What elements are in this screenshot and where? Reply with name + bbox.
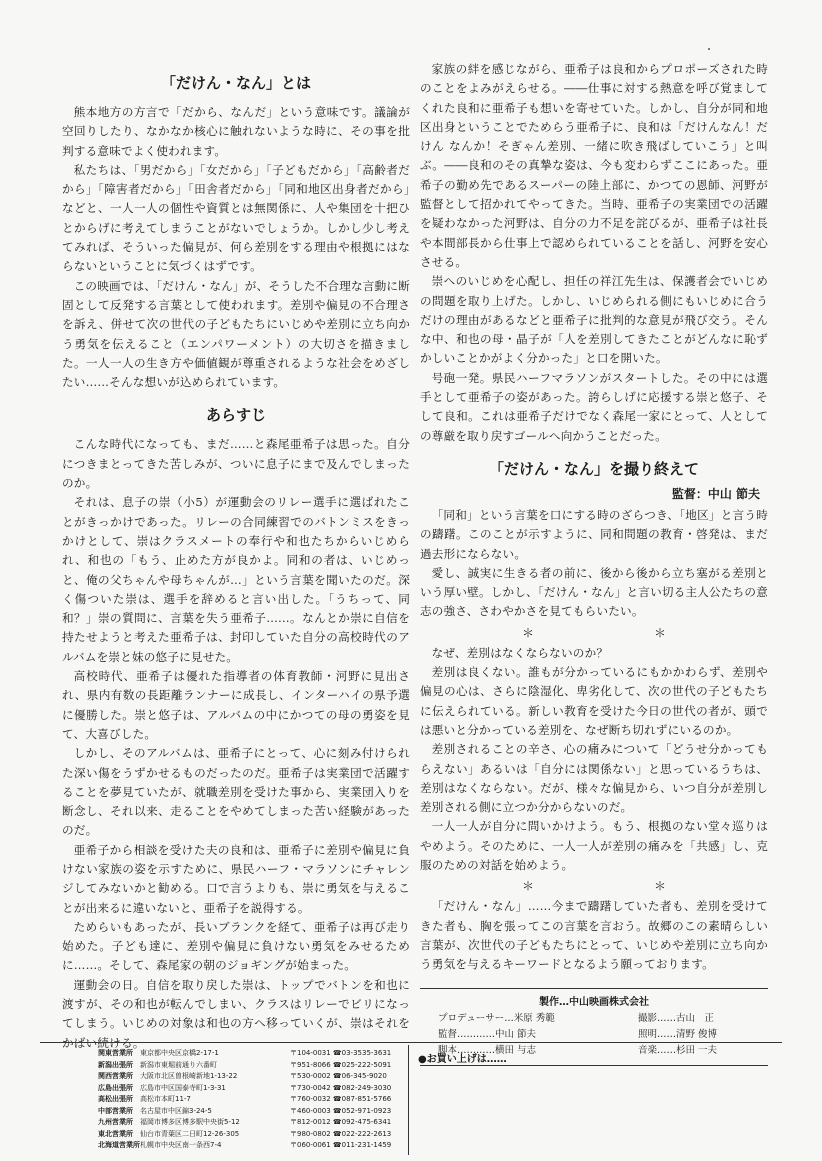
section-separator	[420, 877, 768, 895]
paragraph: 「同和」という言葉を口にする時のざらつき、「地区」と言う時の躊躇。このことが示すように、同和問題の教育・啓発は、まだ過去形にならない。	[420, 507, 768, 561]
paragraph: こんな時代になっても、まだ……と森尾亜希子は思った。自分につきまとってきた苦しみが、ついに息子にまで及んでしまったのか。	[62, 437, 410, 491]
office-phone: 〒730-0042 ☎082-249-3030	[290, 1083, 392, 1092]
purchase-location-label: ●お買い上げは……	[418, 1054, 507, 1065]
paragraph: それは、息子の崇（小5）が運動会のリレー選手に選ばれたことがきっかけであった。リレーの合同練習でのバトンミスをきっかけとして、崇はクラスメートの奉行や和也たちからいじめられ、和也の「もう、止めた方が良かよ。同和の者は、いじめっと、俺の父ちゃんや母ちゃんが…」という言葉を聞いたのだ。深く傷ついた崇は、選手を辞めると言い出した。「うちって、同和？」崇の質問に、言葉を失う亜希子……。なんとか崇に自信を持たせようと考えた亜希子は、封印していた自分の高校時代のアルバムを崇と妹の悠子に見せた。	[62, 495, 410, 664]
office-address: 広島市中区国泰寺町1-3-31	[140, 1083, 226, 1092]
paragraph: 家族の絆を感じながら、亜希子は良和からプロポーズされた時のことをよみがえらせる。――仕事に対する熱意を呼び覚ましてくれた良和に亜希子も想いを寄せていた。しかし、自分が同和地区出身ということでためらう亜希子に、良和は「だけんなん！だけん なんか！そぎゃん差別、一緒に吹き飛ばしていこう」と叫ぶ。――良和のその真摯な姿は、今も変わらずここにあった。亜希子の勤め先であるスーパーの陸上部に、かつての恩師、河野が監督として招かれてやってきた。当時、亜希子の実業団での活躍を疑わなかった河野は、自分の力不足を詫びるが、亜希子は社長や本間部長から仕事上で認められていることを話し、河野を安心させる。	[420, 62, 768, 269]
asterisk: ＊	[654, 879, 667, 894]
paragraph: 熊本地方の方言で「だから、なんだ」という意味です。議論が空回りしたり、なかなか核心に触れないような時に、その事を批判する意味でよく使われます。	[62, 105, 410, 158]
office-phone: 〒951-8066 ☎025-222-5091	[290, 1060, 392, 1069]
paragraph: 差別されることの辛さ、心の痛みについて「どうせ分かってもらえない」あるいは「自分には関係ない」と思っているうちは、差別はなくならない。だが、様々な偏見から、いつ自分が差別し差別される側に立つか分からないのだ。	[420, 742, 768, 815]
paragraph: 高校時代、亜希子は優れた指導者の体育教師・河野に見出され、県内有数の長距離ランナーに成長し、インターハイの県予選に優勝した。崇と悠子は、アルバムの中にかつての母の勇姿を見て、大喜びした。	[62, 669, 410, 741]
section-heading-afterword: 「だけん・なん」を撮り終えて	[488, 459, 699, 478]
office-address: 札幌市中央区南一条西7-4	[140, 1141, 222, 1149]
credit-entry: 監督…………中山 節夫	[438, 1029, 537, 1040]
office-row	[98, 1129, 398, 1141]
credit-entry: プロデューサー…米原 秀範	[438, 1013, 555, 1024]
office-address: 大阪市北区曽根崎新地1-13-22	[140, 1072, 238, 1080]
office-name: 高松出張所	[98, 1095, 133, 1103]
office-address: 仙台市青葉区二日町12-26-305	[140, 1129, 240, 1138]
office-name: 関西営業所	[98, 1072, 133, 1080]
footer-divider	[40, 1042, 782, 1043]
asterisk: ＊	[654, 625, 667, 640]
office-address: 東京都中央区京橋2-17-1	[140, 1049, 219, 1057]
office-row	[98, 1083, 398, 1095]
section-heading-synopsis: あらすじ	[205, 406, 266, 425]
office-name: 北海道営業所	[98, 1141, 140, 1149]
section-heading-meaning: 「だけん・なん」とは	[160, 74, 311, 92]
paragraph: 私たちは、「男だから」「女だから」「子どもだから」「高齢者だから」「障害者だから」「田舎者だから」「同和地区出身者だから」などと、一人一人の個性や資質とは無関係に、人や集団を十把ひとからげに考えてしまうことがないでしょうか。しかし少し考えてみれば、そういった偏見が、何ら差別をする理由や根拠にはならないということに気づくはずです。	[62, 162, 410, 274]
office-phone: 〒812-0012 ☎092-475-6341	[290, 1118, 392, 1126]
asterisk: ＊	[521, 625, 534, 640]
office-phone: 〒460-0003 ☎052-971-0923	[290, 1106, 392, 1115]
paragraph: 号砲一発。県民ハーフマラソンがスタートした。その中には選手として亜希子の姿があった。誇らしげに応援する崇と悠子、そして良和。これは亜希子だけでなく森尾一家にとって、人としての尊厳を取り戻すゴールへ向かうことだった。	[420, 370, 768, 443]
credits-title: 製作…中山映画株式会社	[539, 997, 649, 1008]
office-row	[98, 1117, 398, 1129]
office-phone: 〒104-0031 ☎03-3535-3631	[290, 1049, 392, 1057]
office-address: 名古屋市中区錦3-24-5	[140, 1106, 212, 1115]
footer-vertical-divider	[408, 1045, 409, 1155]
paragraph: なぜ、差別はなくならないのか？	[431, 645, 609, 660]
right-column	[420, 60, 768, 974]
office-name: 中部営業所	[98, 1106, 133, 1115]
office-row	[98, 1140, 398, 1152]
office-phone: 〒530-0002 ☎06-345-9020	[290, 1072, 387, 1080]
credit-entry: 撮影……古山 正	[638, 1013, 715, 1024]
credit-entry: 音楽……杉田 一夫	[638, 1045, 718, 1056]
office-row	[98, 1094, 398, 1106]
credit-entry: 照明……清野 俊博	[638, 1029, 718, 1040]
credit-entry: 脚本…………横田 与志	[438, 1045, 537, 1056]
office-address: 福岡市博多区博多駅中央街5-12	[140, 1118, 240, 1126]
office-row	[98, 1048, 398, 1060]
section-separator	[420, 624, 768, 642]
stray-dot	[708, 48, 710, 50]
office-name: 東北営業所	[98, 1129, 133, 1138]
office-row	[98, 1071, 398, 1083]
asterisk: ＊	[521, 879, 534, 894]
credit-row	[420, 1011, 768, 1027]
office-phone: 〒060-0061 ☎011-231-1459	[290, 1141, 392, 1149]
office-row	[98, 1106, 398, 1118]
paragraph: 差別は良くない。誰もが分かっているにもかかわらず、差別や偏見の心は、さらに陰湿化、卑劣化して、次の世代の子どもたちに伝えられている。新しい教育を受けた今日の世代の者が、頭では悪いと分かっている差別を、なぜ断ち切れずにいるのか。	[420, 665, 768, 737]
paragraph: この映画では、「だけん・なん」が、そうした不合理な言動に断固として反発する言葉として使われます。差別や偏見の不合理さを訴え、併せて次の世代の子どもたちにいじめや差別に立ち向かう勇気を伝えること（エンパワーメント）の大切さを描きました。一人一人の生き方や価値観が尊重されるような社会をめざしたい……そんな想いが込められています。	[62, 278, 410, 390]
office-address: 高松市本町11-7	[140, 1095, 191, 1103]
paragraph: 崇へのいじめを心配し、担任の祥江先生は、保護者会でいじめの問題を取り上げた。しかし、いじめられる側にもいじめに合うだけの理由があるなどと亜希子に批判的な意見が飛び交う。そんな中、和也の母・晶子が「人を差別してきたことがどんなに恥ずかしいことかがよく分かった」と口を開いた。	[420, 274, 768, 366]
paragraph: 亜希子から相談を受けた夫の良和は、亜希子に差別や偏見に負けない家族の姿を示すために、県民ハーフ・マラソンにチャレンジしてみないかと勧める。口で言うよりも、崇に勇気を与えることが出来るに違いないと、亜希子を説得する。	[62, 842, 410, 915]
left-column	[62, 60, 410, 1053]
paragraph: 運動会の日。自信を取り戻した崇は、トップでバトンを和也に渡すが、その和也が転んでしまい、クラスはリレーでビリになってしまう。いじめの対象は和也の方へ移っていくが、崇はそれをかばい続ける。	[62, 977, 410, 1050]
office-name: 九州営業所	[98, 1118, 133, 1126]
office-phone: 〒980-0802 ☎022-222-2613	[290, 1129, 392, 1138]
office-name: 広島出張所	[98, 1083, 133, 1092]
paragraph: 愛し、誠実に生きる者の前に、後から後から立ち塞がる差別という厚い壁。しかし、「だけん・なん」と言い切る主人公たちの意志の強さ、さわやかさを見てもらいたい。	[420, 565, 769, 619]
office-list	[98, 1048, 398, 1152]
office-row	[98, 1060, 398, 1072]
office-phone: 〒760-0032 ☎087-851-5766	[290, 1095, 392, 1103]
paragraph: 「だけん・なん」……今まで躊躇していた者も、差別を受けてきた者も、胸を張ってこの言葉を言おう。故郷のこの素晴らしい言葉が、次世代の子どもたちにとって、いじめや差別に立ち向かう勇気を与えるキーワードとなるよう願っております。	[420, 899, 768, 972]
office-name: 新潟出張所	[98, 1060, 133, 1069]
paragraph: 一人一人が自分に問いかけよう。もう、根拠のない堂々巡りはやめよう。そのために、一人一人が差別の痛みを「共感」し、克服のための対話を始めよう。	[420, 819, 768, 872]
credit-row	[420, 1027, 768, 1043]
paragraph: ためらいもあったが、長いブランクを経て、亜希子は再び走り始めた。子ども達に、差別や偏見に負けない勇気をみせるために……。そして、森尾家の朝のジョギングが始まった。	[62, 919, 410, 973]
director-byline: 監督：中山 節夫	[671, 486, 760, 501]
paragraph: しかし、そのアルバムは、亜希子にとって、心に刻み付けられた深い傷をうずかせるものだったのだ。亜希子は実業団で活躍することを夢見ていたが、就職差別を受けた事から、実業団入りを断念し、それ以来、走ることをやめてしまった苦い経験があったのだ。	[62, 746, 410, 838]
office-name: 関東営業所	[98, 1049, 133, 1057]
office-address: 新潟市東堀前通り六番町	[140, 1060, 217, 1069]
